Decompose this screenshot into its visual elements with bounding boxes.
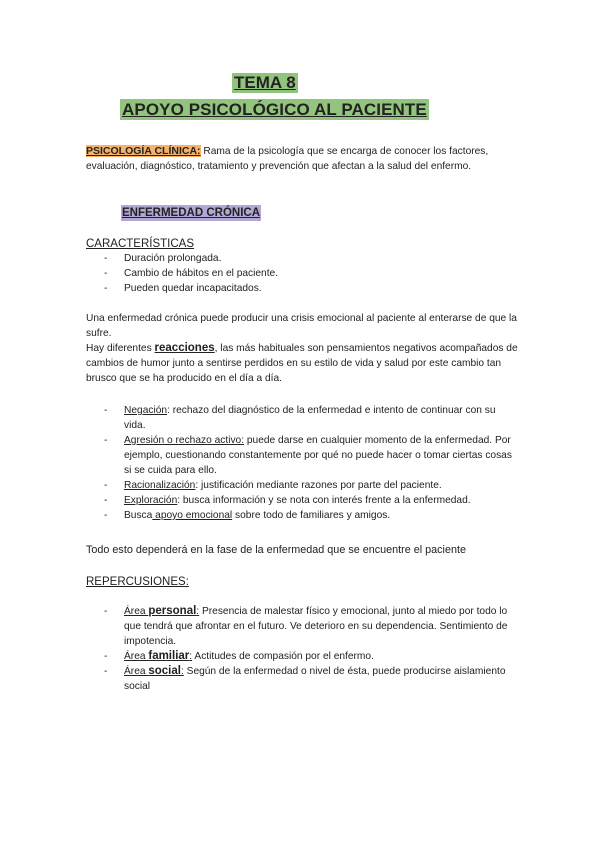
area-keyword: social (148, 665, 181, 677)
area-colon: : (196, 606, 200, 617)
area-keyword: personal (148, 605, 197, 617)
list-item (104, 478, 514, 493)
list-item: - Pueden quedar incapacitados. (104, 281, 504, 296)
reaction-text: sobre todo de familiares y amigos. (232, 510, 391, 521)
area-label: Área (124, 651, 149, 662)
tema-heading: TEMA 8 (234, 73, 296, 92)
page-title: APOYO PSICOLÓGICO AL PACIENTE (122, 100, 427, 119)
characteristics-list (104, 251, 504, 296)
area-colon: : (180, 666, 184, 677)
area-colon: : (189, 651, 193, 662)
reaction-pre: Busca (124, 510, 153, 521)
area-text: Presencia de malestar físico y emocional, junto al miedo por todo lo que tendrá que afrontar en el futuro. Ve deterioro en su dependencia. Sentimiento de impotencia. (124, 606, 508, 647)
intro-paragraph-1: Una enfermedad crónica puede producir una crisis emocional al paciente al enterarse de que la sufre. (86, 313, 517, 339)
list-item (104, 649, 514, 664)
list-item (104, 604, 514, 649)
reaction-term: apoyo emocional (152, 510, 233, 521)
reactions-keyword: reacciones (154, 342, 215, 354)
conclusion-paragraph: Todo esto dependerá en la fase de la enfermedad que se encuentre el paciente (86, 544, 466, 556)
reaction-term: Racionalización (124, 480, 196, 491)
repercussions-colon: : (185, 576, 189, 588)
intro-text-pre: Hay diferentes (86, 343, 155, 354)
repercussions-heading-wrap (86, 575, 189, 590)
reaction-term: Negación (124, 405, 168, 416)
area-label: Área (124, 606, 149, 617)
repercussions-heading: REPERCUSIONES (86, 576, 186, 588)
list-item (104, 664, 514, 694)
area-keyword: familiar (148, 650, 190, 662)
reaction-text: : busca información y se nota con interés frente a la enfermedad. (177, 495, 471, 506)
intro-text-post: , las más habituales son pensamientos negativos acompañados de cambios de humor junto a sentirse perdidos en su estilo de vida y salud por este cambio tan brusco que se ha producido en el día a día. (86, 343, 518, 384)
definition-text: Rama de la psicología que se encarga de conocer los factores, evaluación, diagnóstico, tratamiento y prevención que afectan a la salud del enfermo. (86, 146, 489, 172)
repercussions-list (104, 604, 514, 694)
list-item (104, 493, 514, 508)
intro-paragraph-2 (86, 341, 526, 386)
area-label: Área (124, 666, 149, 677)
list-item (104, 433, 514, 478)
definition-label: PSICOLOGÍA CLÍNICA: (86, 145, 201, 157)
list-item (104, 508, 514, 523)
characteristics-heading: CARACTERÍSTICAS (86, 238, 194, 250)
list-item: - Cambio de hábitos en el paciente. (104, 266, 504, 281)
reaction-text: : justificación mediante razones por parte del paciente. (195, 480, 442, 491)
reaction-text: : rechazo del diagnóstico de la enfermedad e intento de continuar con su vida. (124, 405, 496, 431)
reactions-list (104, 403, 514, 523)
area-text: Según de la enfermedad o nivel de ésta, puede producirse aislamiento social (124, 666, 506, 692)
definition-paragraph (86, 144, 526, 174)
area-text: Actitudes de compasión por el enfermo. (192, 651, 374, 662)
reaction-text: puede darse en cualquier momento de la enfermedad. Por ejemplo, cuestionando constantemente por qué no puede hacer o tomar ciertas cosas si se cuida para ello. (124, 435, 512, 476)
reaction-term: Exploración (124, 495, 178, 506)
list-item: - Duración prolongada. (104, 251, 504, 266)
list-item (104, 403, 514, 433)
section-heading: ENFERMEDAD CRÓNICA (122, 207, 260, 219)
reaction-term: Agresión o rechazo activo: (124, 435, 245, 446)
